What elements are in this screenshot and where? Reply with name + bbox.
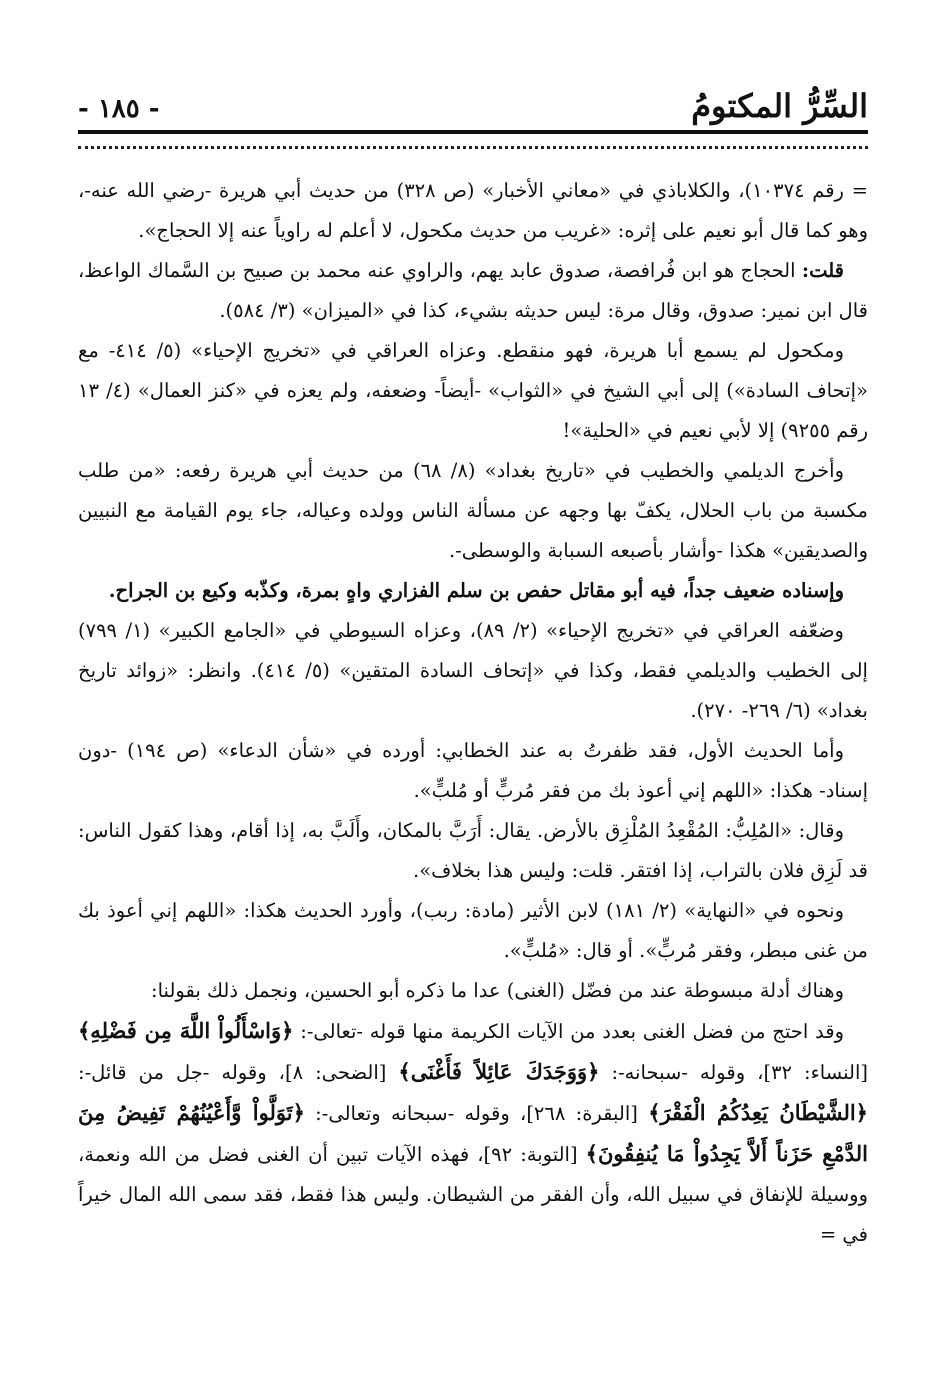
- paragraph-text: وإسناده ضعيف جداً، فيه أبو مقاتل حفص بن سلم الفزاري واهٍ بمرة، وكذّبه وكيع بن الجراح.: [108, 579, 844, 602]
- paragraph-5: [78, 571, 868, 611]
- book-title: السِّرُّ المكتومُ: [691, 87, 868, 125]
- paragraph-text: وقد احتج من فضل الغنى بعدد من الآيات الكريمة منها قوله -تعالى-:: [293, 1020, 844, 1043]
- paragraph-text: وقال: «المُلِبُّ: المُقْعِدُ المُلْزِق بالأرض. يقال: أَرَبَّ بالمكان، وأَلَبَّ به، إذا أقام، وهذا كقول الناس: قد لَزِق فلان بالتراب، إذا افتقر. قلت: وليس هذا بخلاف».: [78, 819, 868, 882]
- paragraph-text: [البقرة: ٢٦٨]، وقوله -سبحانه وتعالى-:: [304, 1102, 649, 1125]
- quran-verse: ﴿وَوَجَدَكَ عَائِلاً فَأَغْنَى﴾: [398, 1059, 600, 1084]
- paragraph-11: [78, 1011, 868, 1255]
- quran-verse: ﴿تَوَلَّواْ وَّأَعْيُنُهُمْ تَفِيضُ مِنَ الدَّمْعِ حَزَناً أَلاَّ يَجِدُواْ مَا يُنفِقُونَ﴾: [78, 1100, 868, 1166]
- paragraph-text: ومكحول لم يسمع أبا هريرة، فهو منقطع. وعزاه العراقي في «تخريج الإحياء» (٥/ ٤١٤- مع «إتحاف السادة») إلى أبي الشيخ في «الثواب» -أيضاً- وضعفه، ولم يعزه في «كنز العمال» (٤/ ١٣ رقم ٩٢٥٥) إلا لأبي نعيم في «الحلية»!: [78, 339, 868, 442]
- header-dotted-rule: [78, 146, 868, 149]
- paragraph-10: [78, 971, 868, 1011]
- quran-verse: ﴿وَاسْأَلُواْ اللَّهَ مِن فَضْلِهِ﴾: [78, 1018, 294, 1043]
- paragraph-text: [الضحى: ٨]، وقوله -جل من قائل-:: [78, 1061, 399, 1084]
- paragraph-text: [النساء: ٣٢]، وقوله -سبحانه-:: [599, 1061, 868, 1084]
- book-page: [78, 70, 868, 1255]
- quran-verse: ﴿الشَّيْطَانُ يَعِدُكُمُ الْفَقْرَ﴾: [648, 1100, 868, 1125]
- paragraph-text: وأخرج الديلمي والخطيب في «تاريخ بغداد» (٨/ ٦٨) من حديث أبي هريرة رفعه: «من طلب مكسبة من باب الحلال، يكفّ بها وجهه عن مسألة الناس وولده وعياله، جاء يوم القيامة مع النبيين والصديقين» هكذا -وأشار بأصبعه السبابة والوسطى-.: [78, 459, 868, 562]
- paragraph-text: الحجاج هو ابن فُرافصة، صدوق عابد يهم، والراوي عنه محمد بن صبيح بن السَّماك الواعظ، قال ابن نمير: صدوق، وقال مرة: ليس حديثه بشيء، كذا في «الميزان» (٣/ ٥٨٤).: [78, 259, 868, 322]
- paragraph-text: [التوبة: ٩٢]، فهذه الآيات تبين أن الغنى فضل من الله ونعمة، ووسيلة للإنفاق في سبيل الله، وأن الفقر من الشيطان. وليس هذا فقط، فقد سمى الله المال خيراً في =: [78, 1143, 868, 1246]
- page-body: [78, 171, 868, 1255]
- paragraph-7: [78, 731, 868, 811]
- paragraph-6: [78, 611, 868, 731]
- paragraph-lead: قلت:: [801, 259, 844, 282]
- paragraph-text: وأما الحديث الأول، فقد ظفرتُ به عند الخطابي: أورده في «شأن الدعاء» (ص ١٩٤) -دون إسناد- هكذا: «اللهم إني أعوذ بك من فقر مُربٍّ أو مُلبٍّ».: [78, 739, 868, 802]
- paragraph-text: وهناك أدلة مبسوطة عند من فضّل (الغنى) عدا ما ذكره أبو الحسين، ونجمل ذلك بقولنا:: [151, 979, 844, 1002]
- paragraph-3: [78, 331, 868, 451]
- paragraph-2: [78, 251, 868, 331]
- paragraph-text: وضعّفه العراقي في «تخريج الإحياء» (٢/ ٨٩)، وعزاه السيوطي في «الجامع الكبير» (١/ ٧٩٩) إلى الخطيب والديلمي فقط، وكذا في «إتحاف السادة المتقين» (٥/ ٤١٤). وانظر: «زوائد تاريخ بغداد» (٦/ ٢٦٩- ٢٧٠).: [78, 619, 868, 722]
- paragraph-1: [78, 171, 868, 251]
- header-rule: [78, 130, 868, 134]
- paragraph-8: [78, 811, 868, 891]
- paragraph-9: [78, 891, 868, 971]
- page-header: [78, 70, 868, 125]
- page-number: - ١٨٥ -: [78, 94, 160, 124]
- paragraph-text: = رقم ١٠٣٧٤)، والكلاباذي في «معاني الأخبار» (ص ٣٢٨) من حديث أبي هريرة -رضي الله عنه-، وهو كما قال أبو نعيم على إثره: «غريب من حديث مكحول، لا أعلم له راوياً عنه إلا الحجاج».: [78, 179, 869, 242]
- paragraph-4: [78, 451, 868, 571]
- paragraph-text: ونحوه في «النهاية» (٢/ ١٨١) لابن الأثير (مادة: ربب)، وأورد الحديث هكذا: «اللهم إني أعوذ بك من غنى مبطر، وفقر مُربٍّ». أو قال: «مُلبٍّ».: [78, 899, 868, 962]
